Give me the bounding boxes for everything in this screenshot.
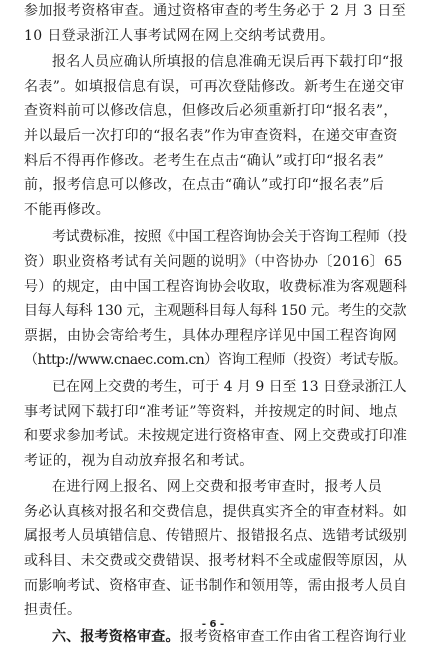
text-line: 不能再修改。	[24, 201, 111, 218]
section-heading: 六、报考资格审查。	[52, 628, 180, 645]
text-line: 资）职业资格考试有关问题的说明》（中咨协办〔2016〕65	[24, 253, 403, 270]
text-line: 查资料前可以修改信息，但修改后必须重新打印“报名表”，	[24, 103, 398, 120]
text-line: 或科目、未交费或交费错误、报考材料不全或虚假等原因，从	[24, 553, 408, 570]
paragraph-registration-form	[24, 50, 408, 222]
text-line: 在进行网上报名、网上交费和报考审查时，报考人员	[52, 479, 383, 496]
text-line: 报名人员应确认所填报的信息准确无误后再下载打印“报	[52, 54, 404, 71]
text-line: 10 日登录浙江人事考试网在网上交纳考试费用。	[24, 27, 335, 44]
text-line: 参加报考资格审查。通过资格审查的考生务必于 2 月 3 日至	[24, 3, 407, 19]
text-line: 前，报考信息可以修改，在点击“确认”或打印“报名表”后	[24, 177, 385, 194]
text-line: 名表”。如填报信息有误，可再次登陆修改。新考生在递交审	[24, 78, 405, 95]
text-line: 属报考人员填错信息、传错照片、报错报名点、选错考试级别	[24, 528, 408, 545]
text-line: 目每人每科 130 元，主观题科目每人每科 150 元。考生的交款	[24, 303, 407, 320]
text-line: 事考试网下载打印“准考证”等资料，并按规定的时间、地点	[24, 403, 398, 420]
text-line: 料后不得再作修改。老考生在点击“确认”或打印“报名表”	[24, 152, 385, 169]
paragraph-exam-fee	[24, 225, 408, 373]
text-line: 并以最后一次打印的“报名表”作为审查资料，在递交审查资	[24, 127, 398, 144]
text-line: （http://www.cnaec.com.cn）咨询工程师（投资）考试专版。	[24, 352, 407, 369]
text-line: 考试费标准，按照《中国工程咨询协会关于咨询工程师（投	[52, 229, 407, 246]
paragraph-admission-ticket	[24, 375, 408, 473]
text-line: 已在网上交费的考生，可于 4 月 9 日至 13 日登录浙江人	[52, 378, 407, 395]
text-line: 票据，由协会寄给考生，具体办理程序详见中国工程咨询网	[24, 327, 398, 344]
paragraph-verification-responsibility	[24, 475, 408, 623]
text-line: 务必认真核对报名和交费信息，提供真实齐全的审查材料。如	[24, 503, 408, 520]
text-line: 和要求参加考试。未按规定进行资格审查、网上交费或打印准	[24, 428, 408, 445]
text-line: 而影响考试、资格审查、证书制作和领用等，需由报考人员自	[24, 577, 408, 594]
text-line: 担责任。	[24, 602, 82, 619]
text-line: 考证的，视为自动放弃报名和考试。	[24, 452, 254, 469]
section-text: 报考资格审查工作由省工程咨询行业	[179, 628, 407, 645]
text-line: 号）的规定，由中国工程咨询协会收取，收费标准为客观题科	[24, 278, 408, 295]
body-text	[24, 0, 408, 649]
paragraph-registration-review	[24, 0, 408, 48]
page-number: - 6 -	[201, 619, 225, 630]
